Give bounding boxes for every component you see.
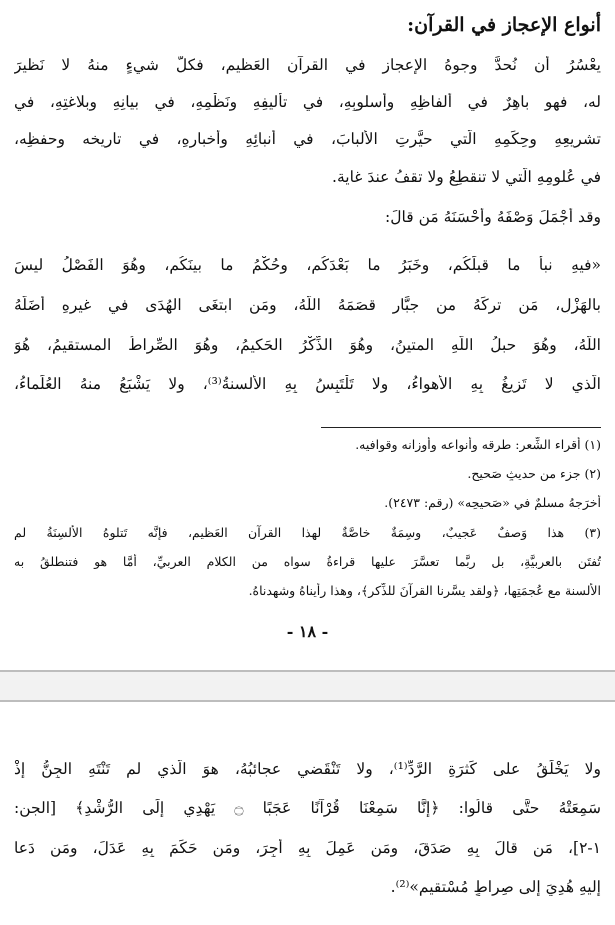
footnote-line: أخرَجهُ مسلمٌ في «صَحيحِه» (رقم: ٢٤٧٣). — [384, 495, 601, 510]
quote-line: الَّذي لا تَزيغُ بِهِ الأهواءُ، ولا تَلْتَبِسُ بِهِ الألسنةُ⁽³⁾، ولا يَشْبَعُ منهُ العُلَماءُ، — [14, 375, 601, 393]
body-line: يعْسُرُ أن نُحدَّ وجوهُ الإعجازِ في القرآنِ العَظيم، فكلُّ شيءٍ منهُ لا نَظيرَ — [14, 56, 601, 74]
quote-line: إليهِ هُدِيَ إلى صِراطٍ مُسْتقيمٍ»⁽²⁾. — [390, 878, 601, 896]
quote-line: ولا يَخْلَقُ على كَثرَةِ الرَّدِّ⁽¹⁾، ولا تَنْقَضي عجائبُهُ، هوَ الَّذي لم تَنْتَهِ الجِنُّ إذْ — [14, 760, 601, 778]
page-number: - ١٨ - — [286, 622, 329, 641]
footnote-line: (٢) جزء من حديثٍ صَحيحٍ. — [467, 466, 601, 481]
body-line: وقد أجْمَلَ وَصْفَهُ وأحْسَنَهُ مَن قالَ: — [385, 208, 601, 226]
quote-line: بالهَزْلِ، مَن تركَهُ من جبَّارٍ قصَمَهُ اللَّهُ، ومَن ابتغَى الهُدَى في غيرِهِ أضَلَّهُ — [14, 296, 601, 314]
footnote-line: (٣) هذا وَصفٌ عَجيبٌ، وسِمَةٌ خاصَّةٌ لهذا القرآنِ العَظيمِ، فإنَّه تَتلوهُ الألسِنَةُ لم — [14, 525, 601, 540]
section-heading: أنواع الإعجاز في القرآن: — [407, 14, 601, 36]
footnote-separator — [321, 427, 601, 428]
footnote-line: الألسنة مع عُجمَتِها، ﴿ولقد يسَّرنا القرآنَ للذِّكرِ﴾، وهذا رأيناهُ وشهدناهُ. — [248, 583, 601, 598]
quote-line: «فيهِ نبأُ ما قبلَكُم، وخَبَرُ ما بَعْدَكُم، وحُكْمُ ما بينَكُم، وهُوَ الفَصْلُ ليسَ — [14, 256, 601, 274]
body-line: له، فهو باهِرٌ في ألفاظِهِ وأُسلوبِهِ، في تأليفِهِ ونَظْمِهِ، في بيانِهِ وبلاغتِهِ، في — [14, 93, 601, 111]
quote-line: اللَّهُ، وهُوَ حبلُ اللَّهِ المتينُ، وهُوَ الذِّكْرُ الحَكيمُ، وهُوَ الصِّراطُ المستقيمُ، هُوَ — [14, 336, 601, 354]
page-19 — [0, 700, 615, 925]
footnote-line: (١) أقراء الشِّعر: طرقه وأنواعه وأوزانه وقوافيه. — [355, 437, 601, 452]
page-gap — [0, 672, 615, 700]
body-line: تشريعِهِ وحِكَمِهِ الَّتي حيَّرتِ الألبابَ، في أنبائِهِ وأخبارِهِ، في تاريخه وحفظِه، — [14, 130, 601, 148]
footnote-line: تُفتَن بالعربيَّةِ، بل ربَّما تعسَّرَ عليها قراءةُ سواه من الكلامِ العربيِّ، أمَّا هو فتنطلقُ به — [14, 554, 601, 569]
quote-line: سَمِعَتْهُ حتَّى قالُوا: ﴿إِنَّا سَمِعْنَا قُرْآنًا عَجَبًا ۝ يَهْدِي إِلَى الرُّشْدِ﴾ [الجن: — [14, 799, 601, 817]
body-line: في عُلومِهِ الَّتي لا تنقطِعُ ولا تقفُ عندَ غاية. — [332, 168, 601, 186]
quote-line: ١-٢]، مَن قالَ بِهِ صَدَقَ، ومَن عَمِلَ بِهِ أُجِرَ، ومَن حَكَمَ بِهِ عَدَلَ، ومَن دَعا — [14, 839, 601, 857]
